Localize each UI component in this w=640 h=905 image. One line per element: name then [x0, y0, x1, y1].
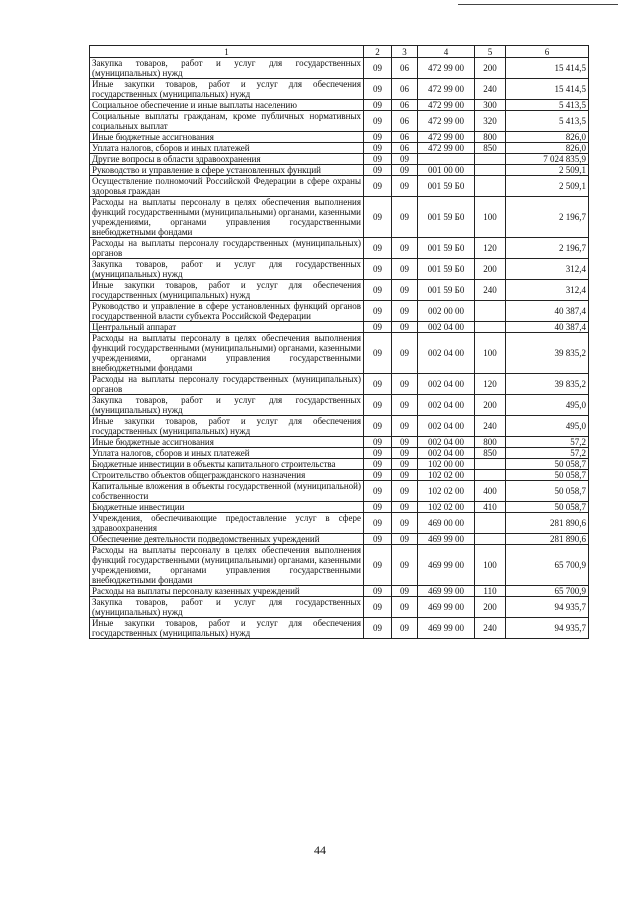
page-number: 44: [314, 843, 326, 857]
row-subsection-cell: 09: [392, 280, 418, 301]
table-row: [90, 154, 589, 165]
table-row: [90, 165, 589, 176]
table-row: [90, 333, 589, 374]
row-section-cell: 09: [364, 470, 392, 481]
row-section-cell: 09: [364, 586, 392, 597]
table-row: [90, 238, 589, 259]
row-name-cell: Капитальные вложения в объекты государственной (муниципальной) собственности: [90, 481, 364, 502]
row-name-cell: Иные закупки товаров, работ и услуг для обеспечения государственных (муниципальных) нужд: [90, 618, 364, 639]
row-target-article-cell: 472 99 00: [418, 79, 475, 100]
row-name-cell: Другие вопросы в области здравоохранения: [90, 154, 364, 165]
row-target-article-cell: 469 99 00: [418, 545, 475, 586]
row-section-cell: 09: [364, 448, 392, 459]
row-subsection-cell: 09: [392, 165, 418, 176]
row-target-article-cell: 102 02 00: [418, 502, 475, 513]
row-name-cell: Учреждения, обеспечивающие предоставление услуг в сфере здравоохранения: [90, 513, 364, 534]
row-section-cell: 09: [364, 259, 392, 280]
row-target-article-cell: 001 59 Б0: [418, 197, 475, 238]
header-col-1: 1: [90, 46, 364, 58]
row-amount-cell: 2 509,1: [506, 176, 589, 197]
row-expense-type-cell: 320: [475, 111, 506, 132]
table-row: [90, 586, 589, 597]
row-target-article-cell: 002 04 00: [418, 448, 475, 459]
top-rule: [458, 4, 618, 5]
row-name-cell: Закупка товаров, работ и услуг для государственных (муниципальных) нужд: [90, 259, 364, 280]
row-amount-cell: 312,4: [506, 259, 589, 280]
row-name-cell: Социальные выплаты гражданам, кроме публичных нормативных социальных выплат: [90, 111, 364, 132]
row-name-cell: Расходы на выплаты персоналу государственных (муниципальных) органов: [90, 374, 364, 395]
table-row: [90, 176, 589, 197]
table-row: [90, 395, 589, 416]
table-row: [90, 502, 589, 513]
row-section-cell: 09: [364, 534, 392, 545]
row-subsection-cell: 09: [392, 154, 418, 165]
row-subsection-cell: 06: [392, 143, 418, 154]
row-target-article-cell: [418, 154, 475, 165]
row-name-cell: Иные бюджетные ассигнования: [90, 132, 364, 143]
row-section-cell: 09: [364, 437, 392, 448]
row-target-article-cell: 469 99 00: [418, 597, 475, 618]
row-expense-type-cell: 850: [475, 143, 506, 154]
row-expense-type-cell: 300: [475, 100, 506, 111]
row-subsection-cell: 09: [392, 459, 418, 470]
row-amount-cell: 39 835,2: [506, 333, 589, 374]
row-name-cell: Осуществление полномочий Российской Федерации в сфере охраны здоровья граждан: [90, 176, 364, 197]
row-expense-type-cell: 200: [475, 259, 506, 280]
row-expense-type-cell: 100: [475, 545, 506, 586]
row-name-cell: Закупка товаров, работ и услуг для государственных (муниципальных) нужд: [90, 597, 364, 618]
row-subsection-cell: 09: [392, 437, 418, 448]
row-name-cell: Руководство и управление в сфере установленных функций органов государственной власти субъекта Российской Федерации: [90, 301, 364, 322]
row-name-cell: Расходы на выплаты персоналу в целях обеспечения выполнения функций государственными (муниципальными) органами, казенными учреждениями, органами управления государственными внебюджетными фондами: [90, 197, 364, 238]
header-col-4: 4: [418, 46, 475, 58]
header-col-3: 3: [392, 46, 418, 58]
row-expense-type-cell: 100: [475, 197, 506, 238]
header-col-6: 6: [506, 46, 589, 58]
table-row: [90, 416, 589, 437]
row-section-cell: 09: [364, 154, 392, 165]
row-expense-type-cell: [475, 176, 506, 197]
row-name-cell: Руководство и управление в сфере установленных функций: [90, 165, 364, 176]
row-section-cell: 09: [364, 481, 392, 502]
row-name-cell: Расходы на выплаты персоналу в целях обеспечения выполнения функций государственными (муниципальными) органами, казенными учреждениями, органами управления государственными внебюджетными фондами: [90, 333, 364, 374]
table-row: [90, 322, 589, 333]
row-target-article-cell: 002 04 00: [418, 374, 475, 395]
row-expense-type-cell: 800: [475, 437, 506, 448]
row-target-article-cell: 472 99 00: [418, 100, 475, 111]
row-target-article-cell: 002 04 00: [418, 437, 475, 448]
row-section-cell: 09: [364, 165, 392, 176]
row-name-cell: Иные закупки товаров, работ и услуг для обеспечения государственных (муниципальных) нужд: [90, 416, 364, 437]
row-amount-cell: 2 196,7: [506, 197, 589, 238]
row-target-article-cell: 002 04 00: [418, 322, 475, 333]
row-expense-type-cell: 200: [475, 395, 506, 416]
table-row: [90, 437, 589, 448]
row-subsection-cell: 09: [392, 545, 418, 586]
row-expense-type-cell: [475, 459, 506, 470]
row-expense-type-cell: [475, 165, 506, 176]
row-section-cell: 09: [364, 416, 392, 437]
row-amount-cell: 312,4: [506, 280, 589, 301]
row-expense-type-cell: 240: [475, 618, 506, 639]
row-amount-cell: 5 413,5: [506, 111, 589, 132]
row-name-cell: Иные закупки товаров, работ и услуг для обеспечения государственных (муниципальных) нужд: [90, 79, 364, 100]
row-amount-cell: 50 058,7: [506, 459, 589, 470]
row-subsection-cell: 09: [392, 502, 418, 513]
row-amount-cell: 2 509,1: [506, 165, 589, 176]
row-target-article-cell: 102 02 00: [418, 470, 475, 481]
row-target-article-cell: 102 02 00: [418, 481, 475, 502]
row-name-cell: Расходы на выплаты персоналу государственных (муниципальных) органов: [90, 238, 364, 259]
row-target-article-cell: 001 59 Б0: [418, 280, 475, 301]
row-expense-type-cell: [475, 513, 506, 534]
row-subsection-cell: 09: [392, 586, 418, 597]
table-row: [90, 448, 589, 459]
row-subsection-cell: 09: [392, 395, 418, 416]
row-expense-type-cell: [475, 322, 506, 333]
header-row: [90, 46, 589, 58]
row-section-cell: 09: [364, 322, 392, 333]
row-section-cell: 09: [364, 111, 392, 132]
row-subsection-cell: 09: [392, 513, 418, 534]
row-amount-cell: 57,2: [506, 437, 589, 448]
table-row: [90, 481, 589, 502]
row-amount-cell: 5 413,5: [506, 100, 589, 111]
table-row: [90, 100, 589, 111]
row-target-article-cell: 472 99 00: [418, 111, 475, 132]
row-subsection-cell: 09: [392, 176, 418, 197]
row-section-cell: 09: [364, 502, 392, 513]
row-subsection-cell: 09: [392, 534, 418, 545]
row-amount-cell: 826,0: [506, 143, 589, 154]
table-row: [90, 470, 589, 481]
row-target-article-cell: 002 04 00: [418, 395, 475, 416]
row-subsection-cell: 06: [392, 111, 418, 132]
table-row: [90, 513, 589, 534]
row-target-article-cell: 001 59 Б0: [418, 259, 475, 280]
row-amount-cell: 39 835,2: [506, 374, 589, 395]
row-expense-type-cell: 240: [475, 280, 506, 301]
row-section-cell: 09: [364, 143, 392, 154]
row-name-cell: Уплата налогов, сборов и иных платежей: [90, 143, 364, 154]
row-amount-cell: 50 058,7: [506, 481, 589, 502]
row-target-article-cell: 102 00 00: [418, 459, 475, 470]
table-row: [90, 143, 589, 154]
row-section-cell: 09: [364, 197, 392, 238]
row-subsection-cell: 06: [392, 79, 418, 100]
row-target-article-cell: 472 99 00: [418, 58, 475, 79]
row-name-cell: Строительство объектов общегражданского назначения: [90, 470, 364, 481]
row-section-cell: 09: [364, 176, 392, 197]
row-section-cell: 09: [364, 618, 392, 639]
row-target-article-cell: 001 59 Б0: [418, 238, 475, 259]
row-section-cell: 09: [364, 58, 392, 79]
table-row: [90, 597, 589, 618]
table-row: [90, 374, 589, 395]
row-target-article-cell: 469 99 00: [418, 586, 475, 597]
table-row: [90, 58, 589, 79]
row-section-cell: 09: [364, 545, 392, 586]
row-subsection-cell: 06: [392, 100, 418, 111]
table-row: [90, 111, 589, 132]
row-section-cell: 09: [364, 132, 392, 143]
row-name-cell: Иные закупки товаров, работ и услуг для обеспечения государственных (муниципальных) нужд: [90, 280, 364, 301]
row-subsection-cell: 09: [392, 618, 418, 639]
row-section-cell: 09: [364, 459, 392, 470]
row-subsection-cell: 09: [392, 197, 418, 238]
row-name-cell: Уплата налогов, сборов и иных платежей: [90, 448, 364, 459]
row-name-cell: Иные бюджетные ассигнования: [90, 437, 364, 448]
row-subsection-cell: 09: [392, 238, 418, 259]
row-subsection-cell: 09: [392, 322, 418, 333]
row-subsection-cell: 09: [392, 416, 418, 437]
row-amount-cell: 94 935,7: [506, 597, 589, 618]
row-amount-cell: 65 700,9: [506, 545, 589, 586]
row-name-cell: Социальное обеспечение и иные выплаты населению: [90, 100, 364, 111]
row-subsection-cell: 09: [392, 333, 418, 374]
row-subsection-cell: 06: [392, 58, 418, 79]
row-subsection-cell: 09: [392, 301, 418, 322]
row-name-cell: Бюджетные инвестиции: [90, 502, 364, 513]
row-amount-cell: 281 890,6: [506, 534, 589, 545]
row-expense-type-cell: 850: [475, 448, 506, 459]
budget-table: [89, 45, 589, 639]
row-amount-cell: 495,0: [506, 395, 589, 416]
row-amount-cell: 50 058,7: [506, 470, 589, 481]
row-section-cell: 09: [364, 374, 392, 395]
row-name-cell: Закупка товаров, работ и услуг для государственных (муниципальных) нужд: [90, 58, 364, 79]
table-row: [90, 459, 589, 470]
row-amount-cell: 65 700,9: [506, 586, 589, 597]
row-amount-cell: 281 890,6: [506, 513, 589, 534]
row-expense-type-cell: 110: [475, 586, 506, 597]
table-row: [90, 545, 589, 586]
row-amount-cell: 94 935,7: [506, 618, 589, 639]
row-section-cell: 09: [364, 100, 392, 111]
row-target-article-cell: 001 00 00: [418, 165, 475, 176]
row-name-cell: Закупка товаров, работ и услуг для государственных (муниципальных) нужд: [90, 395, 364, 416]
row-expense-type-cell: 400: [475, 481, 506, 502]
row-target-article-cell: 472 99 00: [418, 143, 475, 154]
row-subsection-cell: 09: [392, 470, 418, 481]
row-target-article-cell: 472 99 00: [418, 132, 475, 143]
row-target-article-cell: 001 59 Б0: [418, 176, 475, 197]
row-subsection-cell: 09: [392, 597, 418, 618]
table-row: [90, 280, 589, 301]
row-target-article-cell: 469 00 00: [418, 513, 475, 534]
row-amount-cell: 40 387,4: [506, 301, 589, 322]
table-row: [90, 618, 589, 639]
row-target-article-cell: 002 00 00: [418, 301, 475, 322]
header-col-2: 2: [364, 46, 392, 58]
table-row: [90, 259, 589, 280]
row-amount-cell: 15 414,5: [506, 79, 589, 100]
row-section-cell: 09: [364, 280, 392, 301]
row-amount-cell: 7 024 835,9: [506, 154, 589, 165]
row-expense-type-cell: 100: [475, 333, 506, 374]
row-amount-cell: 2 196,7: [506, 238, 589, 259]
row-expense-type-cell: 120: [475, 374, 506, 395]
row-expense-type-cell: [475, 470, 506, 481]
table-row: [90, 534, 589, 545]
row-subsection-cell: 06: [392, 132, 418, 143]
row-target-article-cell: 469 99 00: [418, 618, 475, 639]
row-target-article-cell: 002 04 00: [418, 333, 475, 374]
row-section-cell: 09: [364, 597, 392, 618]
row-subsection-cell: 09: [392, 259, 418, 280]
row-amount-cell: 826,0: [506, 132, 589, 143]
row-subsection-cell: 09: [392, 481, 418, 502]
row-section-cell: 09: [364, 238, 392, 259]
row-target-article-cell: 469 99 00: [418, 534, 475, 545]
row-section-cell: 09: [364, 301, 392, 322]
header-col-5: 5: [475, 46, 506, 58]
row-name-cell: Бюджетные инвестиции в объекты капитального строительства: [90, 459, 364, 470]
row-expense-type-cell: 240: [475, 79, 506, 100]
row-section-cell: 09: [364, 79, 392, 100]
row-expense-type-cell: 200: [475, 597, 506, 618]
table-row: [90, 132, 589, 143]
row-expense-type-cell: [475, 301, 506, 322]
row-expense-type-cell: 120: [475, 238, 506, 259]
row-section-cell: 09: [364, 333, 392, 374]
row-expense-type-cell: 200: [475, 58, 506, 79]
row-subsection-cell: 09: [392, 448, 418, 459]
row-section-cell: 09: [364, 395, 392, 416]
row-amount-cell: 50 058,7: [506, 502, 589, 513]
row-amount-cell: 40 387,4: [506, 322, 589, 333]
table-row: [90, 79, 589, 100]
row-section-cell: 09: [364, 513, 392, 534]
row-name-cell: Расходы на выплаты персоналу в целях обеспечения выполнения функций государственными (муниципальными) органами, казенными учреждениями, органами управления государственными внебюджетными фондами: [90, 545, 364, 586]
table-row: [90, 301, 589, 322]
row-expense-type-cell: [475, 154, 506, 165]
row-amount-cell: 15 414,5: [506, 58, 589, 79]
row-expense-type-cell: [475, 534, 506, 545]
row-expense-type-cell: 800: [475, 132, 506, 143]
row-name-cell: Центральный аппарат: [90, 322, 364, 333]
row-amount-cell: 495,0: [506, 416, 589, 437]
table-row: [90, 197, 589, 238]
row-amount-cell: 57,2: [506, 448, 589, 459]
row-subsection-cell: 09: [392, 374, 418, 395]
row-name-cell: Расходы на выплаты персоналу казенных учреждений: [90, 586, 364, 597]
row-expense-type-cell: 410: [475, 502, 506, 513]
row-expense-type-cell: 240: [475, 416, 506, 437]
row-name-cell: Обеспечение деятельности подведомственных учреждений: [90, 534, 364, 545]
row-target-article-cell: 002 04 00: [418, 416, 475, 437]
